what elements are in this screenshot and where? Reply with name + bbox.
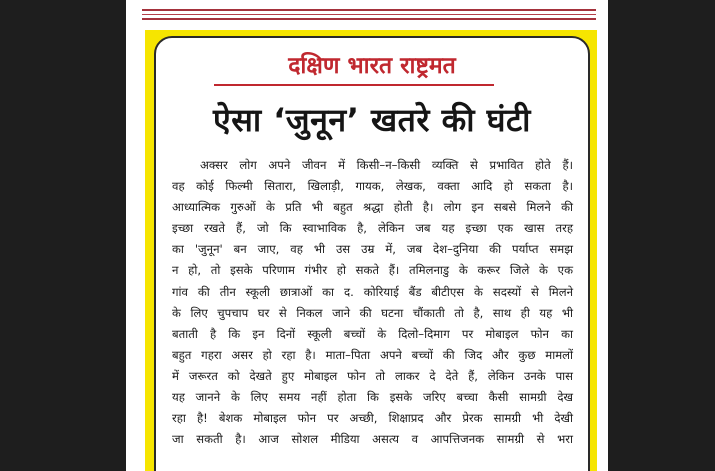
body-line: इच्छा रखते हैं, जो कि स्वाभाविक है, लेकिन जब यह इच्छा एक खास तरह	[172, 221, 573, 236]
header-rule-bottom	[142, 18, 596, 20]
article-headline: ऐसा ‘जुनून’ खतरे की घंटी	[213, 101, 531, 139]
body-line: जा सकती है। आज सोशल मीडिया असत्य व आपत्तिजनक सामग्री से भरा	[172, 432, 573, 447]
body-line: गांव की तीन स्कूली छात्राओं का द. कोरियाई बैंड बीटीएस के सदस्यों से मिलने	[172, 284, 573, 299]
masthead-title: दक्षिण भारत राष्ट्रमत	[288, 53, 456, 79]
body-line: बहुत गहरा असर हो रहा है। माता–पिता अपने बच्चों की जिद और कुछ मामलों	[172, 347, 573, 362]
body-line: का 'जुनून' बन जाए, वह भी उस उम्र में, जब देश–दुनिया की पर्याप्त समझ	[172, 242, 573, 257]
body-line: में जरूरत को देखते हुए मोबाइल फोन तो लाकर दे देते हैं, लेकिन उनके पास	[172, 368, 573, 383]
body-line: बताती है कि इन दिनों स्कूली बच्चों के दिलो–दिमाग पर मोबाइल फोन का	[172, 326, 573, 341]
body-line: न हो, तो इसके परिणाम गंभीर हो सकते हैं। तमिलनाडु के करूर जिले के एक	[172, 263, 573, 278]
masthead-underline	[214, 84, 494, 86]
body-line: रहा है! बेशक मोबाइल फोन पर अच्छी, शिक्षाप्रद और प्रेरक सामग्री भी देखी	[172, 411, 573, 426]
body-line: वह कोई फिल्मी सितारा, खिलाड़ी, गायक, लेखक, वक्ता आदि हो सकता है।	[172, 179, 573, 194]
body-line: के लिए चुपचाप घर से निकल जाने की घटना चौंकाती तो है, साथ ही यह भी	[172, 305, 573, 320]
body-line: अक्सर लोग अपने जीवन में किसी–न–किसी व्यक्ति से प्रभावित होते हैं।	[200, 158, 573, 172]
editorial-card	[154, 36, 590, 471]
body-line: यह जानने के लिए समय नहीं होता कि इसके जरिए बच्चा कैसी सामग्री देख	[172, 390, 573, 405]
header-rule-top	[142, 9, 596, 11]
body-line: आध्यात्मिक गुरुओं के प्रति भी बहुत श्रद्धा होती है। लोग इन सबसे मिलने की	[172, 200, 573, 215]
header-rule-middle	[142, 14, 596, 15]
newspaper-page	[126, 0, 608, 471]
article-body	[172, 155, 573, 450]
